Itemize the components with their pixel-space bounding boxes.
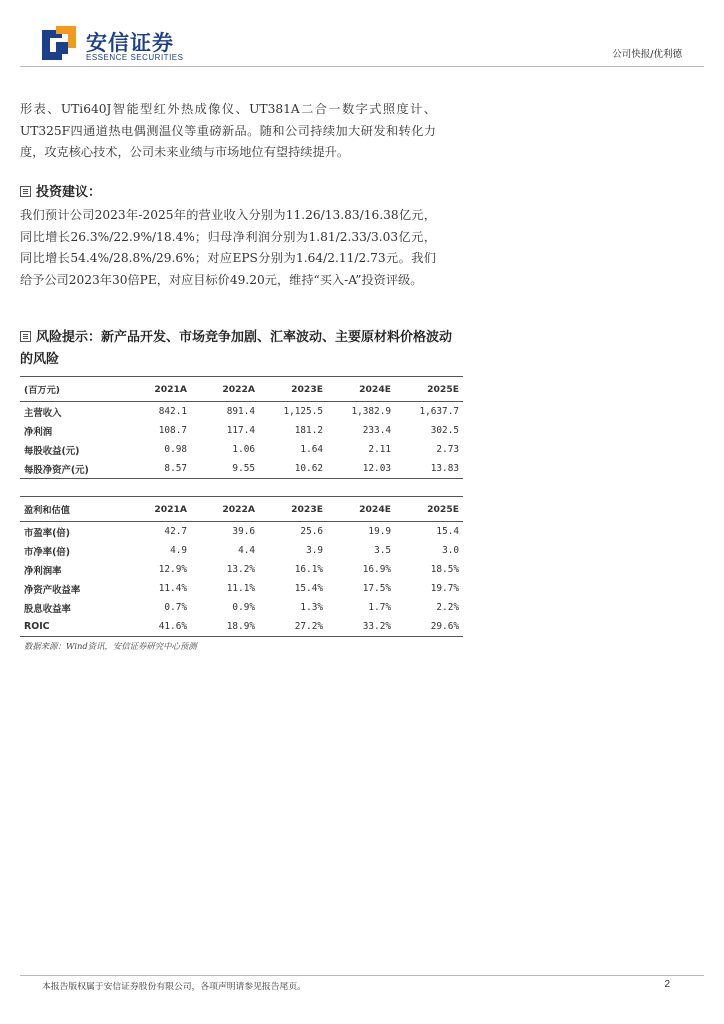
table-cell: 4.9 [170, 545, 187, 556]
table-cell: 18.9% [191, 617, 259, 637]
table-header-cell: 2024E [327, 497, 395, 522]
company-name-english: ESSENCE SECURITIES [86, 53, 184, 62]
table-cell: 108.7 [158, 425, 187, 436]
table-row [20, 459, 463, 479]
table-cell: 233.4 [362, 425, 391, 436]
table-cell: 29.6% [395, 617, 463, 637]
table-cell: 8.57 [123, 459, 191, 479]
row-label: 市净率(倍) [24, 546, 71, 558]
row-label: 每股净资产(元) [20, 459, 123, 479]
document-tag: 公司快报/优利德 [612, 49, 682, 60]
table-header-cell: 2025E [395, 377, 463, 402]
investment-heading [20, 182, 460, 204]
table-cell: 25.6 [300, 526, 323, 537]
row-label: 主营收入 [24, 407, 62, 419]
table-cell: 18.5% [430, 564, 459, 575]
table-cell: 3.9 [306, 545, 323, 556]
essence-securities-logo-icon [42, 26, 76, 60]
table-cell: 2.2% [436, 602, 459, 613]
table-cell: 1,382.9 [351, 406, 391, 417]
table-cell: 2.11 [368, 444, 391, 455]
table-cell: 891.4 [226, 406, 255, 417]
table-header-cell: 2022A [191, 497, 259, 522]
row-label: 净利润率 [24, 565, 62, 577]
table-cell: 19.7% [430, 583, 459, 594]
table-header-row [20, 497, 463, 522]
table-cell: 2.73 [436, 444, 459, 455]
page-number: 2 [664, 979, 670, 990]
table-cell: 1.3% [300, 602, 323, 613]
investment-heading-text: 投资建议： [36, 185, 102, 200]
table-row [20, 440, 463, 459]
table-cell: 3.0 [442, 545, 459, 556]
table-cell: 1.06 [232, 444, 255, 455]
row-label: 净资产收益率 [24, 584, 81, 596]
table-cell: 39.6 [232, 526, 255, 537]
row-label: 股息收益率 [24, 603, 71, 615]
table-row [20, 617, 463, 637]
footer-divider [20, 975, 704, 976]
table-header-cell: 2025E [395, 497, 463, 522]
company-name: 安信证券 [86, 31, 174, 55]
table-cell: 42.7 [164, 526, 187, 537]
table-header-cell: 2022A [191, 377, 259, 402]
financial-summary-table [20, 376, 463, 479]
table-row [20, 421, 463, 440]
table-cell: 10.62 [259, 459, 327, 479]
table-cell: 15.4 [436, 526, 459, 537]
table-cell: 27.2% [259, 617, 327, 637]
row-label: ROIC [20, 617, 123, 637]
table-cell: 13.2% [226, 564, 255, 575]
table-cell: 302.5 [430, 425, 459, 436]
footer-disclaimer: 本报告版权属于安信证券股份有限公司，各项声明请参见报告尾页。 [42, 982, 306, 992]
table-header-cell: 2023E [259, 377, 327, 402]
data-source-note: 数据来源：Wind资讯，安信证券研究中心预测 [24, 641, 197, 651]
valuation-table [20, 496, 463, 637]
table-cell: 16.1% [294, 564, 323, 575]
table-cell: 12.9% [158, 564, 187, 575]
table-cell: 0.7% [164, 602, 187, 613]
risk-heading [20, 327, 460, 371]
table-cell: 11.4% [158, 583, 187, 594]
table-header-cell: 盈利和估值 [20, 497, 123, 522]
table-cell: 9.55 [191, 459, 259, 479]
table-cell: 17.5% [362, 583, 391, 594]
table-row [20, 402, 463, 422]
table-cell: 1.64 [300, 444, 323, 455]
table-cell: 1,637.7 [419, 406, 459, 417]
section-bullet-icon [20, 186, 31, 197]
table-cell: 4.4 [238, 545, 255, 556]
table-cell: 41.6% [123, 617, 191, 637]
row-label: 每股收益(元) [24, 445, 80, 457]
investment-paragraph: 我们预计公司2023年-2025年的营业收入分别为11.26/13.83/16.38亿元，同比增长26.3%/22.9%/18.4%；归母净利润分别为1.81/2.33/3.03亿元，同比增长54.4%/28.8%/29.6%；对应EPS分别为1.64/2.11/2.73元。我们给予公司2023年30倍PE，对应目标价49.20元，维持“买入-A”投资评级。 [20, 208, 436, 287]
table-row [20, 579, 463, 598]
page-header [0, 0, 724, 70]
table-header-cell: 2024E [327, 377, 395, 402]
section-bullet-icon [20, 331, 31, 342]
table-row [20, 541, 463, 560]
risk-heading-text: 风险提示：新产品开发、市场竞争加剧、汇率波动、主要原材料价格波动的风险 [20, 330, 453, 367]
row-label: 净利润 [24, 426, 53, 438]
table-header-row [20, 377, 463, 402]
table-cell: 33.2% [327, 617, 395, 637]
table-cell: 11.1% [226, 583, 255, 594]
table-header-cell: 2021A [123, 377, 191, 402]
table-cell: 16.9% [362, 564, 391, 575]
table-header-cell: 2023E [259, 497, 327, 522]
table-cell: 181.2 [294, 425, 323, 436]
table-cell: 117.4 [226, 425, 255, 436]
table-cell: 1,125.5 [283, 406, 323, 417]
table-cell: 13.83 [395, 459, 463, 479]
table-cell: 19.9 [368, 526, 391, 537]
table-cell: 0.98 [164, 444, 187, 455]
table-cell: 0.9% [232, 602, 255, 613]
table-cell: 1.7% [368, 602, 391, 613]
table-row [20, 522, 463, 542]
table-cell: 3.5 [374, 545, 391, 556]
table-cell: 15.4% [294, 583, 323, 594]
intro-paragraph: 形表、UTi640J智能型红外热成像仪、UT381A二合一数字式照度计、UT325F四通道热电偶测温仪等重磅新品。随和公司持续加大研发和转化力度，攻克核心技术，公司未来业绩与市场地位有望持续提升。 [20, 102, 436, 159]
table-cell: 12.03 [327, 459, 395, 479]
table-header-cell: (百万元) [20, 377, 123, 402]
table-cell: 842.1 [158, 406, 187, 417]
table-header-cell: 2021A [123, 497, 191, 522]
table-row [20, 560, 463, 579]
header-divider [20, 66, 704, 67]
table-row [20, 598, 463, 617]
row-label: 市盈率(倍) [24, 527, 71, 539]
